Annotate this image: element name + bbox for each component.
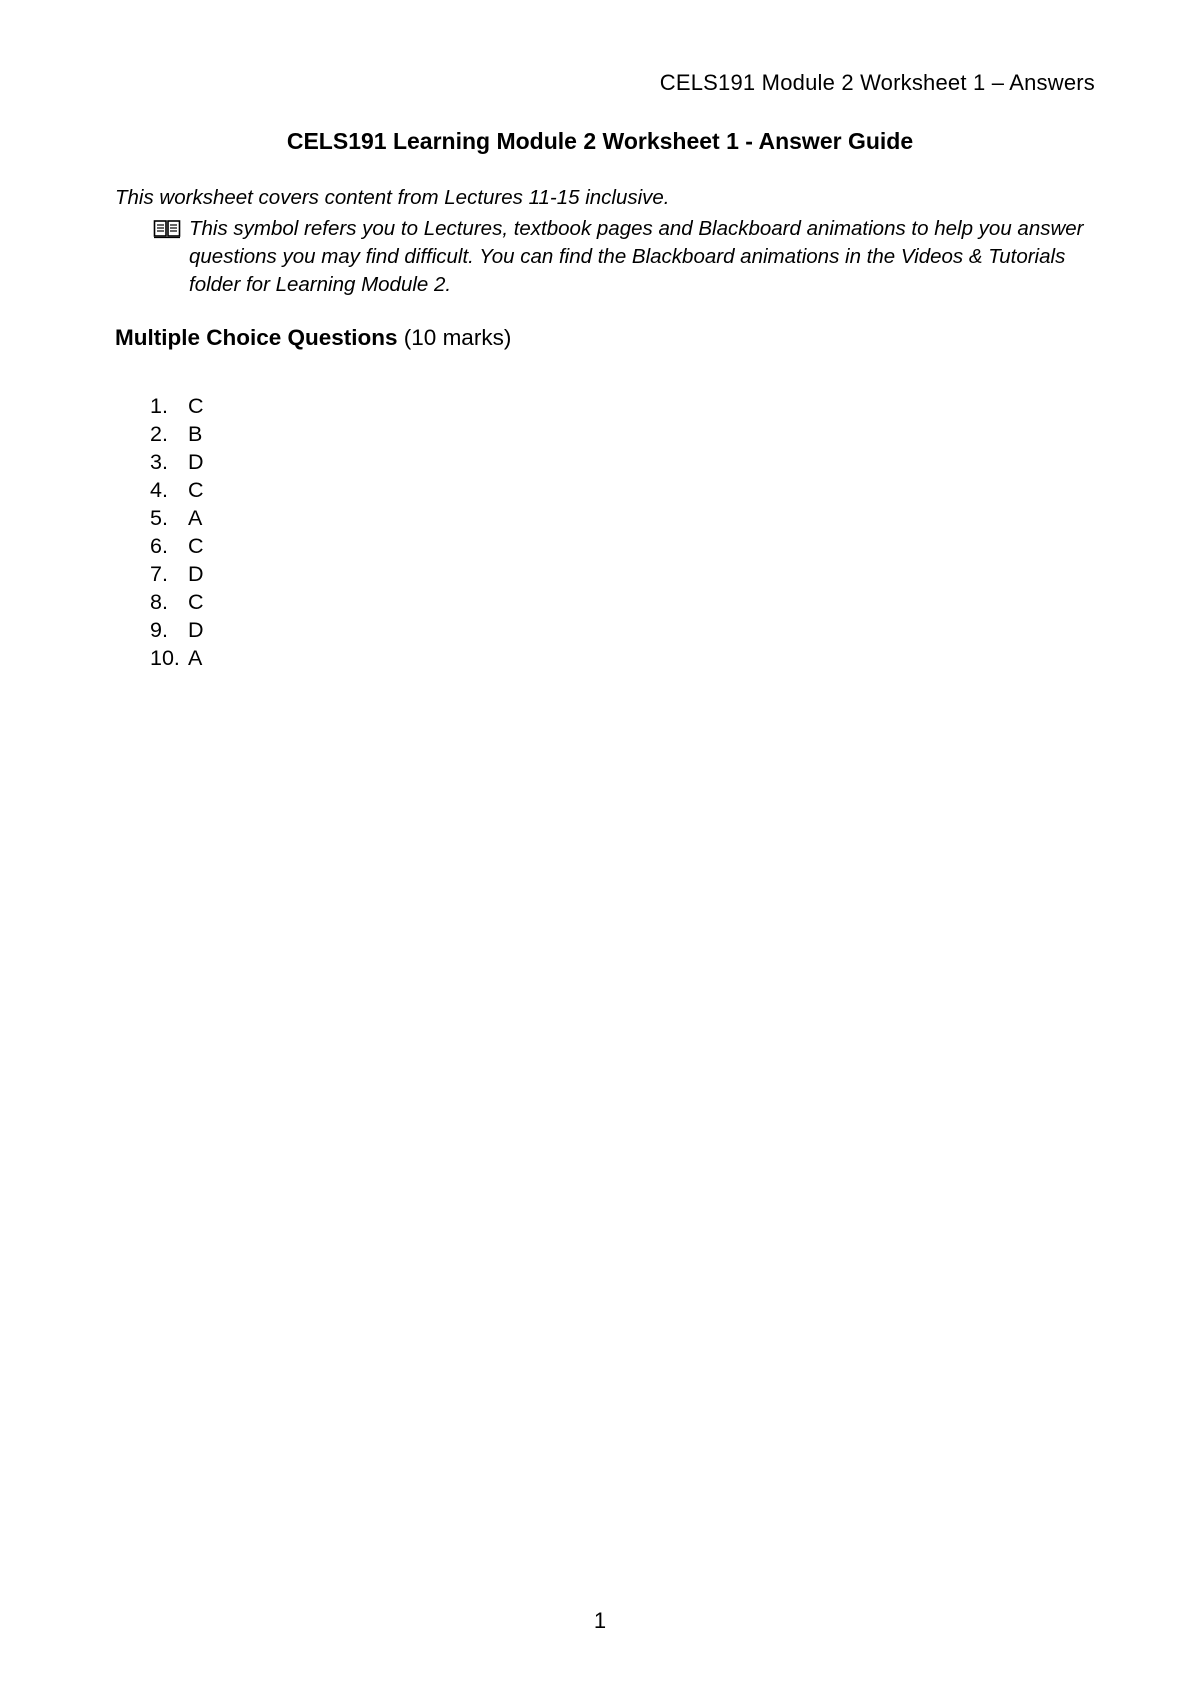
page-number: 1 bbox=[593, 1608, 607, 1633]
answer-number: 5. bbox=[150, 506, 168, 530]
answer-item bbox=[150, 448, 204, 476]
answer-letter: C bbox=[188, 534, 204, 558]
section-heading-marks: (10 marks) bbox=[403, 325, 512, 350]
answer-item bbox=[150, 476, 204, 504]
answer-letter: D bbox=[188, 450, 204, 474]
answer-number: 7. bbox=[150, 562, 168, 586]
answer-item bbox=[150, 616, 204, 644]
answer-item bbox=[150, 504, 204, 532]
answer-number: 10. bbox=[150, 646, 180, 670]
answer-item bbox=[150, 392, 204, 420]
answer-item bbox=[150, 644, 204, 672]
answer-number: 4. bbox=[150, 478, 168, 502]
answer-number: 2. bbox=[150, 422, 168, 446]
answer-item bbox=[150, 560, 204, 588]
answer-letter: D bbox=[188, 562, 204, 586]
answer-letter: C bbox=[188, 394, 204, 418]
answer-letter: C bbox=[188, 478, 204, 502]
answer-letter: A bbox=[188, 646, 203, 670]
answer-item bbox=[150, 420, 204, 448]
reference-note bbox=[153, 215, 1088, 299]
answer-letter: B bbox=[188, 422, 203, 446]
answer-number: 1. bbox=[150, 394, 168, 418]
answer-item bbox=[150, 588, 204, 616]
answer-item bbox=[150, 532, 204, 560]
page-title: CELS191 Learning Module 2 Worksheet 1 - Answer Guide bbox=[286, 128, 914, 154]
answer-list bbox=[150, 392, 204, 672]
answer-number: 9. bbox=[150, 618, 168, 642]
reference-note-text: This symbol refers you to Lectures, textbook pages and Blackboard animations to help you answer questions you may find difficult. You can find the Blackboard animations in the Videos & Tutorials folder for Learning Module 2. bbox=[189, 217, 1084, 296]
answer-number: 8. bbox=[150, 590, 168, 614]
intro-text: This worksheet covers content from Lectures 11-15 inclusive. bbox=[115, 186, 670, 209]
section-heading-title: Multiple Choice Questions bbox=[115, 325, 398, 350]
running-header: CELS191 Module 2 Worksheet 1 – Answers bbox=[659, 70, 1095, 95]
answer-letter: C bbox=[188, 590, 204, 614]
answer-letter: D bbox=[188, 618, 204, 642]
answer-number: 3. bbox=[150, 450, 168, 474]
open-book-icon bbox=[153, 219, 181, 239]
section-heading bbox=[115, 325, 511, 351]
answer-number: 6. bbox=[150, 534, 168, 558]
answer-letter: A bbox=[188, 506, 203, 530]
